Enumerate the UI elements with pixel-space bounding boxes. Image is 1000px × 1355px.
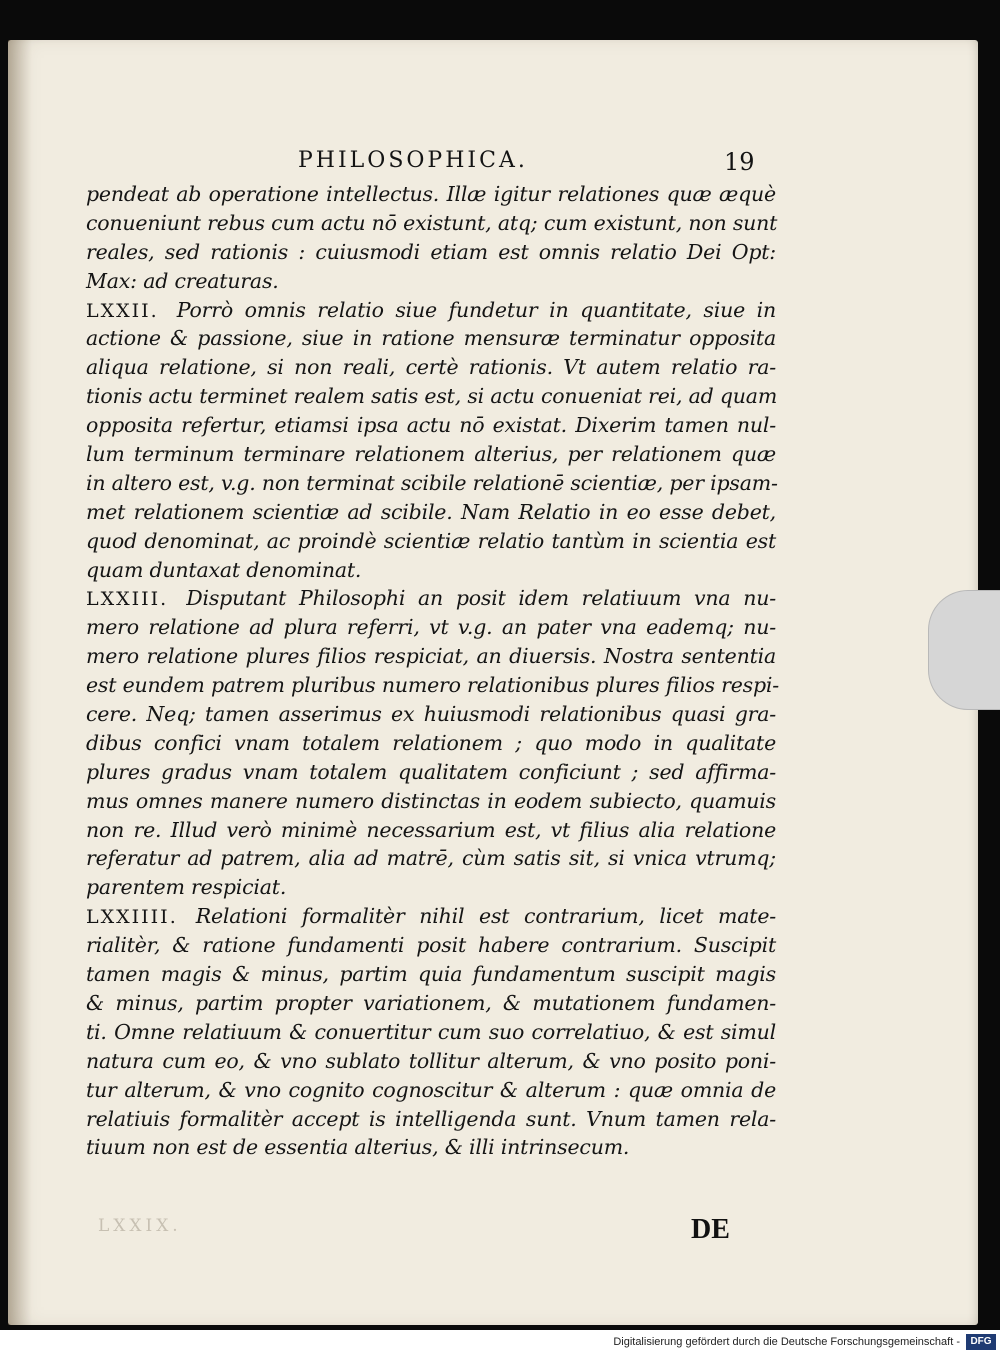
text-line: est eundem patrem pluribus numero relationibus plures filios respi- <box>86 673 779 698</box>
page-gutter-shadow <box>8 40 32 1325</box>
text-line: opposita refertur, etiamsi ipsa actu nō existat. Dixerim tamen nul- <box>86 413 776 438</box>
catchword: DE <box>691 1214 730 1245</box>
text-line: tur alterum, & vno cognito cognoscitur & alterum : quæ omnia de <box>86 1077 776 1102</box>
text-line: reales, sed rationis : cuiusmodi etiam est omnis relatio Dei Opt: <box>86 239 776 264</box>
text-line: Porrò omnis relatio siue fundetur in quantitate, siue in <box>176 297 776 322</box>
book-page <box>8 40 978 1325</box>
text-line: Relationi formalitèr nihil est contrarium, licet mate- <box>195 904 776 929</box>
text-line: rialitèr, & ratione fundamenti posit habere contrarium. Suscipit <box>86 933 776 958</box>
text-line: quam duntaxat denominat. <box>86 557 362 582</box>
funding-credit: Digitalisierung gefördert durch die Deutsche Forschungsgemeinschaft - <box>613 1336 960 1348</box>
text-line: dibus confici vnam totalem relationem ; quo modo in qualitate <box>86 730 776 755</box>
dfg-logo: DFG <box>966 1334 996 1350</box>
text-line: plures gradus vnam totalem qualitatem conficiunt ; sed affirma- <box>86 759 776 784</box>
text-line: Max: ad creaturas. <box>86 268 279 293</box>
page-number: 19 <box>724 148 755 176</box>
text-line: pendeat ab operatione intellectus. Illæ igitur relationes quæ æquè <box>86 182 776 206</box>
text-block <box>86 180 779 1162</box>
text-line: natura cum eo, & vno sublato tollitur alterum, & vno posito poni- <box>86 1048 776 1073</box>
section-number: LXXIIII. <box>86 906 178 929</box>
text-line: ti. Omne relatiuum & conuertitur cum suo correlatiuo, & est simul <box>86 1019 776 1044</box>
bleed-through-text: LXXIX. <box>98 1216 182 1236</box>
paragraph-start-lxxiii <box>86 584 776 613</box>
text-line: non re. Illud verò minimè necessarium est, vt filius alia relatione <box>86 817 776 842</box>
text-line: tiuum non est de essentia alterius, & illi intrinsecum. <box>86 1135 630 1160</box>
section-number: LXXII. <box>86 299 159 322</box>
text-line: parentem respiciat. <box>86 875 287 900</box>
text-line: cere. Neq; tamen asserimus ex huiusmodi relationibus quasi gra- <box>86 702 776 727</box>
text-line: in altero est, v.g. non terminat scibile relationē scientiæ, per ipsam- <box>86 470 778 495</box>
text-line: lum terminum terminare relationem alterius, per relationem quæ <box>86 442 776 467</box>
section-number: LXXIII. <box>86 588 169 611</box>
text-line: aliqua relatione, si non reali, certè rationis. Vt autem relatio ra- <box>86 355 776 380</box>
text-line: actione & passione, siue in ratione mensuræ terminatur opposita <box>86 326 776 351</box>
text-line: relatiuis formalitèr accept is intelligenda sunt. Vnum tamen rela- <box>86 1106 776 1131</box>
text-line: conueniunt rebus cum actu nō existunt, atq; cum existunt, non sunt <box>86 210 778 235</box>
text-line: tamen magis & minus, partim quia fundamentum suscipit magis <box>86 962 776 987</box>
text-line: quod denominat, ac proindè scientiæ relatio tantùm in scientia est <box>86 528 776 553</box>
text-line: tionis actu terminet realem satis est, si actu conueniat rei, ad quam <box>86 384 778 409</box>
paragraph-start-lxxiiii <box>86 902 776 931</box>
text-line: mero relatione plures filios respiciat, an diuersis. Nostra sententia <box>86 644 776 669</box>
footer-bar <box>0 1330 1000 1355</box>
scanner-tab-marker <box>928 590 1000 710</box>
text-line: referatur ad patrem, alia ad matrē, cùm satis sit, si vnica vtrumq; <box>86 846 776 871</box>
running-head <box>8 148 978 178</box>
text-line: met relationem scientiæ ad scibile. Nam Relatio in eo esse debet, <box>86 499 776 524</box>
text-line: Disputant Philosophi an posit idem relatiuum vna nu- <box>186 586 776 611</box>
running-title: PHILOSOPHICA. <box>298 148 528 173</box>
text-line: mero relatione ad plura referri, vt v.g. an pater vna eademq; nu- <box>86 615 776 640</box>
text-line: & minus, partim propter variationem, & mutationem fundamen- <box>86 990 776 1015</box>
text-line: mus omnes manere numero distinctas in eodem subiecto, quamuis <box>86 788 776 813</box>
paragraph-start-lxxii <box>86 296 776 325</box>
